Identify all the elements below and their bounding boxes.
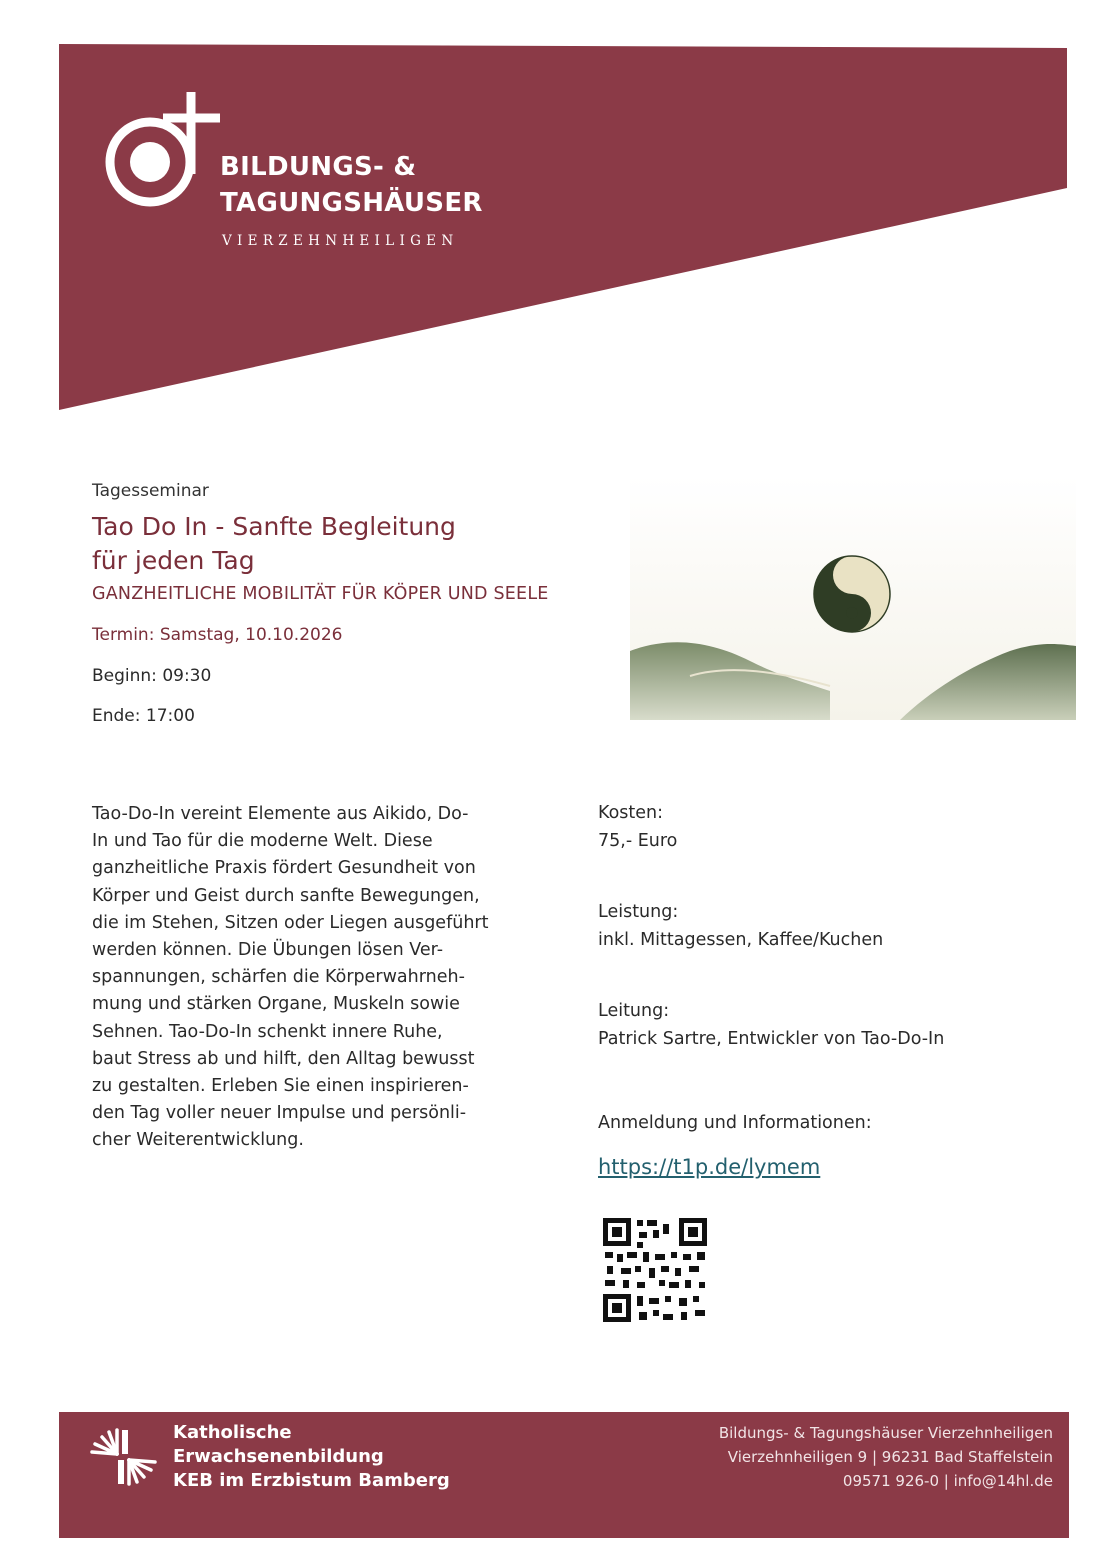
description-line: mung und stärken Organe, Muskeln sowie: [92, 994, 460, 1015]
footer-contact: 09571 926-0 | info@14hl.de: [842, 1472, 1053, 1490]
description-line: baut Stress ab und hilft, den Alltag bewusst: [92, 1048, 475, 1069]
event-title: [92, 510, 612, 578]
description-line: Sehnen. Tao-Do-In schenkt innere Ruhe,: [92, 1021, 443, 1042]
cost-value: 75,- Euro: [598, 831, 678, 851]
instructor-label: Leitung:: [598, 1001, 670, 1021]
services-value: inkl. Mittagessen, Kaffee/Kuchen: [598, 930, 884, 950]
yin-yang-hero-image: [630, 476, 1076, 720]
event-date: Termin: Samstag, 10.10.2026: [92, 625, 343, 645]
brand-location: VIERZEHNHEILIGEN: [222, 233, 459, 249]
description-line: Tao-Do-In vereint Elemente aus Aikido, Do-: [92, 804, 469, 824]
registration-label: Anmeldung und Informationen:: [598, 1113, 872, 1133]
keb-logo-icon: [89, 1426, 159, 1488]
footer-address-line-2: Vierzehnheiligen 9 | 96231 Bad Staffelstein: [727, 1448, 1053, 1466]
registration-link[interactable]: https://t1p.de/lymem: [598, 1155, 821, 1179]
cost-label: Kosten:: [598, 803, 664, 823]
event-end-time: Ende: 17:00: [92, 706, 195, 726]
keb-name-line-1: Katholische: [173, 1422, 292, 1443]
description-line: spannungen, schärfen die Körperwahrneh-: [92, 967, 465, 988]
footer-address-line-1: Bildungs- & Tagungshäuser Vierzehnheiligen: [718, 1424, 1053, 1442]
keb-name-line-3: KEB im Erzbistum Bamberg: [173, 1470, 450, 1491]
description-line: den Tag voller neuer Impulse und persönli-: [92, 1103, 467, 1124]
qr-code[interactable]: [603, 1218, 707, 1322]
brand-name-line-1: BILDUNGS- &: [220, 152, 417, 182]
services-label: Leistung:: [598, 902, 679, 922]
event-title-line-2: für jeden Tag: [92, 546, 255, 575]
description-line: zu gestalten. Erleben Sie einen inspirieren-: [92, 1076, 469, 1097]
event-start-time: Beginn: 09:30: [92, 666, 212, 686]
description-line: cher Weiterentwicklung.: [92, 1130, 304, 1151]
description-line: Körper und Geist durch sanfte Bewegungen,: [92, 885, 480, 906]
description-line: die im Stehen, Sitzen oder Liegen ausgeführt: [92, 912, 489, 933]
description-line: ganzheitliche Praxis fördert Gesundheit von: [92, 858, 476, 879]
brand-name-line-2: TAGUNGSHÄUSER: [220, 188, 483, 218]
event-type: Tagesseminar: [92, 481, 209, 501]
event-subtitle: GANZHEITLICHE MOBILITÄT FÜR KÖPER UND SEELE: [92, 584, 549, 604]
instructor-value: Patrick Sartre, Entwickler von Tao-Do-In: [598, 1029, 945, 1049]
keb-name-line-2: Erwachsenenbildung: [173, 1446, 384, 1467]
description-line: werden können. Die Übungen lösen Ver-: [92, 940, 444, 961]
footer-band: [59, 1412, 1069, 1538]
description-line: In und Tao für die moderne Welt. Diese: [92, 831, 433, 852]
event-description: [92, 801, 542, 1155]
event-title-line-1: Tao Do In - Sanfte Begleitung: [92, 512, 456, 541]
organization-logo: [100, 88, 230, 218]
